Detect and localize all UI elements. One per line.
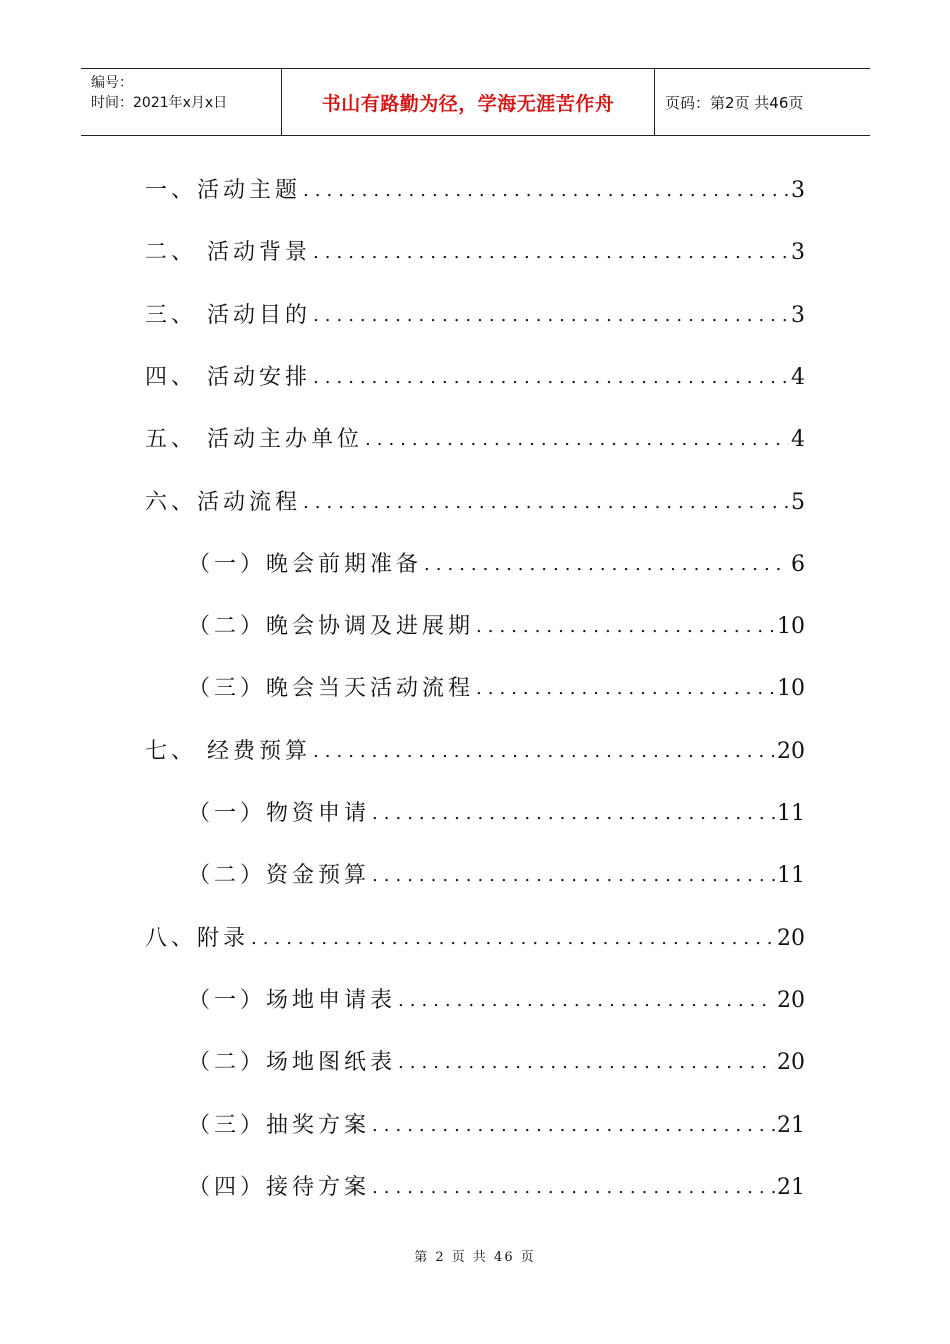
toc-entry-label: 资金预算 bbox=[266, 863, 371, 889]
toc-entry-page-number: 10 bbox=[777, 614, 805, 640]
document-number-label: 编号： bbox=[91, 75, 133, 91]
toc-dot-leader bbox=[313, 739, 775, 765]
toc-dot-leader bbox=[372, 801, 775, 827]
toc-entry-number: 三、 bbox=[145, 302, 198, 328]
toc-dot-leader bbox=[303, 178, 789, 204]
toc-entry-label: 抽奖方案 bbox=[266, 1112, 371, 1138]
toc-entry-title bbox=[145, 303, 311, 329]
toc-entry-number: 六、 bbox=[145, 489, 198, 515]
toc-entry-label: 活动目的 bbox=[207, 302, 312, 328]
toc-entry-number: （三） bbox=[188, 676, 267, 702]
toc-entry-number: （四） bbox=[188, 1174, 267, 1200]
toc-entry-title bbox=[188, 676, 474, 702]
toc-entry-page-number: 21 bbox=[777, 1174, 805, 1200]
toc-entry-number: （一） bbox=[188, 551, 267, 577]
toc-entry-title bbox=[188, 988, 396, 1014]
toc-dot-leader bbox=[313, 365, 789, 391]
toc-entry-title bbox=[188, 863, 370, 889]
toc-entry-title bbox=[188, 1113, 370, 1139]
toc-entry-page-number: 3 bbox=[791, 302, 805, 328]
toc-entry[interactable] bbox=[188, 1105, 805, 1139]
toc-entry-title bbox=[145, 739, 311, 765]
toc-dot-leader bbox=[313, 240, 789, 266]
toc-entry-label: 经费预算 bbox=[207, 738, 312, 764]
toc-entry[interactable] bbox=[145, 419, 805, 453]
toc-dot-leader bbox=[372, 1175, 775, 1201]
toc-entry-label: 晚会前期准备 bbox=[266, 551, 423, 577]
toc-entry-label: 晚会协调及进展期 bbox=[266, 614, 475, 640]
toc-entry-number: （二） bbox=[188, 863, 267, 889]
toc-entry-page-number: 11 bbox=[777, 801, 805, 826]
toc-entry[interactable] bbox=[145, 295, 805, 329]
toc-entry-label: 活动安排 bbox=[207, 364, 312, 390]
toc-entry-title bbox=[145, 178, 301, 204]
toc-entry-number: 一、 bbox=[145, 178, 198, 203]
toc-entry-page-number: 3 bbox=[791, 240, 805, 266]
toc-dot-leader bbox=[372, 1113, 775, 1139]
toc-entry[interactable] bbox=[188, 980, 805, 1014]
toc-entry-page-number: 11 bbox=[777, 863, 805, 889]
toc-entry-title bbox=[188, 1050, 396, 1076]
toc-entry-label: 场地申请表 bbox=[266, 987, 397, 1013]
toc-entry-title bbox=[145, 365, 311, 391]
toc-entry[interactable] bbox=[188, 1167, 805, 1201]
toc-entry-number: 四、 bbox=[145, 364, 198, 390]
toc-entry-title bbox=[188, 552, 422, 578]
toc-dot-leader bbox=[372, 863, 775, 889]
header-meta-cell bbox=[81, 69, 282, 135]
toc-entry-title bbox=[145, 490, 301, 516]
toc-entry[interactable] bbox=[145, 357, 805, 391]
toc-entry-label: 晚会当天活动流程 bbox=[266, 676, 475, 702]
toc-entry-page-number: 20 bbox=[777, 925, 805, 951]
toc-entry-page-number: 3 bbox=[791, 178, 805, 203]
toc-entry[interactable] bbox=[188, 668, 805, 702]
toc-entry-label: 活动背景 bbox=[207, 240, 312, 266]
toc-dot-leader bbox=[476, 614, 775, 640]
page-header bbox=[81, 68, 870, 136]
toc-entry-number: （二） bbox=[188, 1050, 267, 1076]
toc-entry-label: 接待方案 bbox=[266, 1174, 371, 1200]
toc-entry-number: （二） bbox=[188, 614, 267, 640]
toc-entry-number: 八、 bbox=[145, 925, 198, 951]
toc-entry-number: 七、 bbox=[145, 738, 198, 764]
toc-dot-leader bbox=[398, 1050, 775, 1076]
toc-dot-leader bbox=[251, 926, 775, 952]
toc-entry-page-number: 20 bbox=[777, 1050, 805, 1076]
toc-entry-page-number: 5 bbox=[791, 489, 805, 515]
toc-entry-label: 场地图纸表 bbox=[266, 1050, 397, 1076]
toc-entry[interactable] bbox=[188, 1042, 805, 1076]
toc-entry[interactable] bbox=[145, 731, 805, 765]
toc-entry-title bbox=[188, 801, 370, 827]
toc-dot-leader bbox=[303, 490, 789, 516]
toc-entry-title bbox=[188, 1175, 370, 1201]
toc-entry-number: 二、 bbox=[145, 240, 198, 266]
toc-entry[interactable] bbox=[145, 482, 805, 516]
toc-dot-leader bbox=[476, 676, 775, 702]
toc-entry-label: 活动主办单位 bbox=[207, 427, 364, 453]
toc-entry-label: 活动主题 bbox=[197, 178, 302, 203]
toc-entry-title bbox=[188, 614, 474, 640]
toc-entry-page-number: 4 bbox=[791, 427, 805, 453]
toc-entry-page-number: 20 bbox=[777, 987, 805, 1013]
toc-entry-page-number: 20 bbox=[777, 738, 805, 764]
header-motto: 书山有路勤为径，学海无涯苦作舟 bbox=[282, 69, 655, 135]
toc-entry-label: 物资申请 bbox=[266, 801, 371, 826]
toc-entry-label: 附录 bbox=[197, 925, 250, 951]
toc-entry-page-number: 6 bbox=[791, 551, 805, 577]
header-page-info: 页码：第2页 共46页 bbox=[665, 93, 804, 112]
toc-entry[interactable] bbox=[145, 918, 805, 952]
toc-entry-number: （三） bbox=[188, 1112, 267, 1138]
toc-entry[interactable] bbox=[145, 232, 805, 266]
toc-entry-number: （一） bbox=[188, 801, 267, 826]
toc-dot-leader bbox=[365, 427, 789, 453]
toc-entry-page-number: 21 bbox=[777, 1112, 805, 1138]
toc-entry-page-number: 4 bbox=[791, 364, 805, 390]
toc-entry-number: （一） bbox=[188, 987, 267, 1013]
page-footer: 第 2 页 共 46 页 bbox=[414, 1250, 536, 1265]
toc-entry-page-number: 10 bbox=[777, 676, 805, 702]
toc-dot-leader bbox=[313, 303, 789, 329]
toc-dot-leader bbox=[398, 988, 775, 1014]
toc-entry[interactable] bbox=[188, 606, 805, 640]
toc-entry-title bbox=[145, 427, 363, 453]
toc-entry[interactable] bbox=[188, 855, 805, 889]
toc-entry-number: 五、 bbox=[145, 427, 198, 453]
toc-entry[interactable] bbox=[188, 793, 805, 827]
toc-dot-leader bbox=[424, 552, 789, 578]
toc-entry[interactable] bbox=[188, 544, 805, 578]
toc-entry-title bbox=[145, 926, 249, 952]
document-time-label: 时间：2021年x月x日 bbox=[91, 95, 228, 111]
toc-entry-title bbox=[145, 240, 311, 266]
toc-entry[interactable] bbox=[145, 170, 805, 204]
toc-entry-label: 活动流程 bbox=[197, 489, 302, 515]
